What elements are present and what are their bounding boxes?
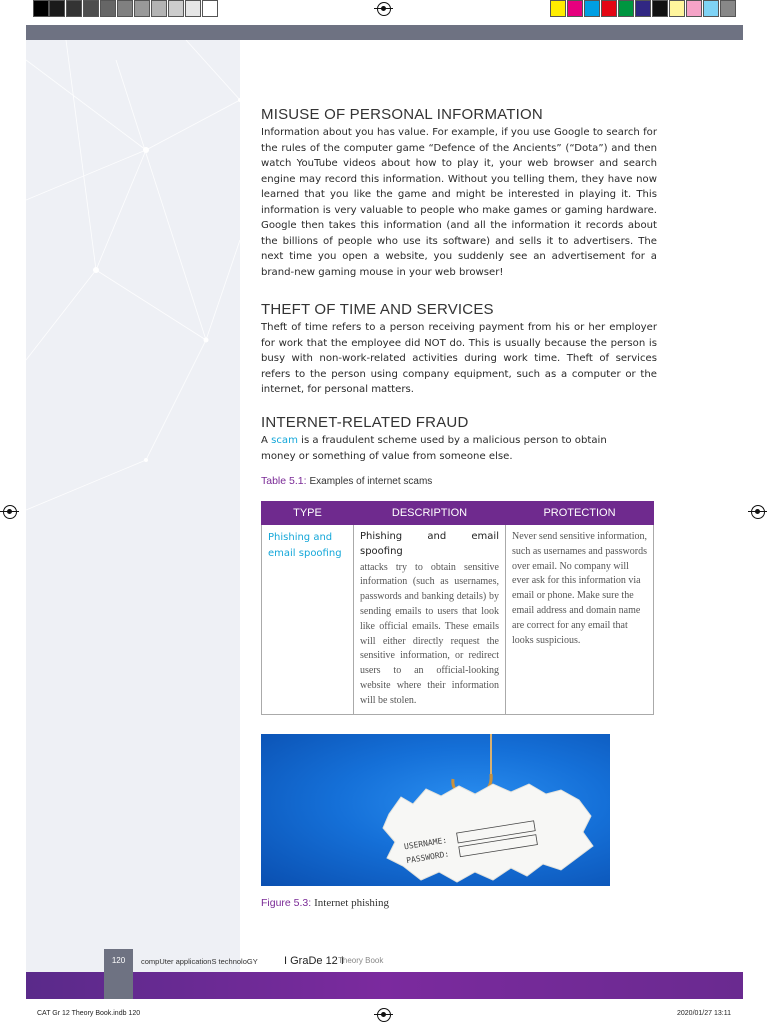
swatch: [202, 0, 218, 17]
section-body-theft: Theft of time refers to a person receiving payment from his or her employer for work that the employee did NOT do. This is usually because the person is busy with non-work-related activities during work time. Theft of services refers to the person using company equipment, such as a computer or the internet, for personal matters.: [261, 322, 657, 395]
phishing-photo: [261, 734, 610, 886]
section-body-misuse: Information about you has value. For example, if you use Google to search for the rules of the computer game “Defence of the Ancients” (“Dota”) and then watch YouTube videos about how to play it, your web browser and search engine may record this information. Without you telling them, they have now learned that you like the game and might be interested in playing it. This information is very valuable to people who make games or gaming hardware. Google then takes this information (and all the information it records about the billions of people who use its software) and sells it to advertisers. The next time you open a website, you suddenly see an advertisement for a brand-new gaming mouse in your web browser!: [261, 127, 657, 278]
swatch: [117, 0, 133, 17]
table-row: [262, 525, 654, 715]
network-pattern-decoration: [26, 40, 240, 972]
swatch: [185, 0, 201, 17]
description-body: attacks try to obtain sensitive information (such as usernames, passwords and banking details) by sending emails to users that look like official emails. These emails will either directly request the sensitive information, or redirect users to an official-looking website where their information will be stolen.: [360, 561, 499, 706]
swatch: [635, 0, 651, 17]
glossary-term-link[interactable]: scam: [271, 435, 298, 446]
table-caption-text: Examples of internet scams: [309, 476, 433, 487]
swatch: [584, 0, 600, 17]
slug-date: 2020/01/27 13:11: [677, 1010, 731, 1017]
figure-caption-label: Figure 5.3:: [261, 897, 312, 909]
registration-mark-icon: [377, 2, 391, 16]
table-caption: [261, 475, 432, 487]
footer-band: [26, 972, 743, 999]
swatch: [151, 0, 167, 17]
swatch: [49, 0, 65, 17]
section-heading-theft: THEFT OF TIME AND SERVICES: [261, 301, 494, 318]
swatch: [669, 0, 685, 17]
section-heading-misuse: MISUSE OF PERSONAL INFORMATION: [261, 106, 543, 123]
swatch: [618, 0, 634, 17]
swatch: [134, 0, 150, 17]
cell-description: [354, 525, 506, 715]
text: is a fraudulent scheme used by a malicious person to obtain money or something of value from someone else.: [261, 435, 607, 462]
swatch: [703, 0, 719, 17]
scams-table: [261, 501, 654, 715]
section-body-fraud: [261, 433, 643, 464]
username-label: USERNAME:: [403, 835, 448, 852]
page-number: 120: [111, 956, 126, 965]
cell-type: Phishing and email spoofing: [262, 525, 354, 715]
swatch: [686, 0, 702, 17]
swatch: [550, 0, 566, 17]
registration-mark-icon: [377, 1008, 391, 1022]
footer-book-title: compUter applicationS technoloGY: [141, 957, 258, 966]
header-band: [26, 25, 743, 40]
footer-book-type: Theory Book: [338, 956, 384, 965]
registration-mark-icon: [3, 505, 17, 519]
swatch: [83, 0, 99, 17]
password-label: PASSWORD:: [405, 849, 450, 866]
text: A: [261, 435, 272, 446]
swatch: [168, 0, 184, 17]
column-header-protection: PROTECTION: [506, 502, 654, 525]
phishing-hook-illustration: [261, 734, 610, 886]
registration-mark-icon: [751, 505, 765, 519]
cell-protection: Never send sensitive information, such as usernames and passwords over email. No company will ever ask for this information via email or phone. Make sure the email address and domain name are correct for any email that looks suspicious.: [506, 525, 654, 715]
section-heading-fraud: INTERNET-RELATED FRAUD: [261, 414, 469, 431]
footer-grade: I GraDe 12 I: [284, 955, 344, 967]
description-title: Phishing and email spoofing: [360, 531, 499, 557]
figure-caption: [261, 897, 389, 909]
side-panel: [26, 40, 240, 972]
column-header-description: DESCRIPTION: [354, 502, 506, 525]
table-caption-label: Table 5.1:: [261, 475, 307, 487]
slug-filename: CAT Gr 12 Theory Book.indb 120: [37, 1010, 141, 1017]
column-header-type: TYPE: [262, 502, 354, 525]
figure-caption-text: Internet phishing: [314, 897, 389, 909]
swatch: [66, 0, 82, 17]
table-header-row: [262, 502, 654, 525]
swatch: [100, 0, 116, 17]
swatch: [720, 0, 736, 17]
swatch: [652, 0, 668, 17]
swatch: [567, 0, 583, 17]
torn-paper: [383, 784, 593, 882]
swatch: [601, 0, 617, 17]
swatch: [33, 0, 49, 17]
